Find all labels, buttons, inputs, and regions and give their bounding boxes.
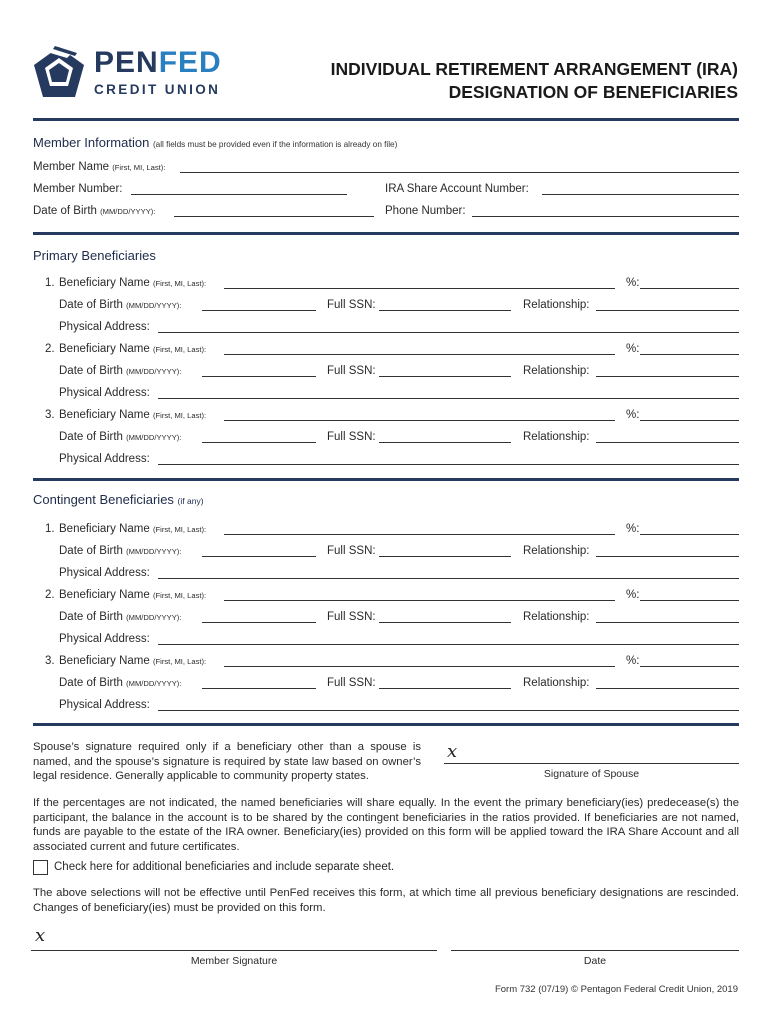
beneficiary-name-label: [59, 409, 206, 421]
phone-line: [472, 216, 739, 217]
beneficiary-number: 1.: [45, 523, 55, 535]
percent-label: %:: [626, 409, 640, 421]
beneficiary-dob-input[interactable]: [203, 362, 314, 376]
beneficiary-dob-input[interactable]: [203, 296, 314, 310]
beneficiary-name-label-text: Beneficiary Name: [59, 655, 150, 667]
relationship-line: [596, 442, 739, 443]
contingent-heading-note: (if any): [177, 496, 204, 506]
relationship-input[interactable]: [597, 542, 737, 556]
ssn-line: [379, 310, 511, 311]
address-label: Physical Address:: [59, 321, 150, 333]
beneficiary-dob-label-sub: (MM/DD/YYYY):: [126, 433, 182, 442]
beneficiary-dob-input[interactable]: [203, 608, 314, 622]
primary-heading: Primary Beneficiaries: [33, 248, 156, 263]
beneficiary-name-label-text: Beneficiary Name: [59, 589, 150, 601]
ssn-label: Full SSN:: [327, 611, 376, 623]
relationship-label: Relationship:: [523, 431, 590, 443]
beneficiary-number: 2.: [45, 343, 55, 355]
address-input[interactable]: [159, 696, 737, 710]
member-name-label: [33, 161, 165, 173]
beneficiary-name-label-text: Beneficiary Name: [59, 409, 150, 421]
beneficiary-dob-line: [202, 310, 316, 311]
ssn-input[interactable]: [380, 428, 509, 442]
relationship-label: Relationship:: [523, 677, 590, 689]
percent-label: %:: [626, 523, 640, 535]
beneficiary-name-label-sub: (First, MI, Last):: [152, 279, 207, 288]
contingent-heading-text: Contingent Beneficiaries: [33, 492, 174, 507]
relationship-line: [596, 310, 739, 311]
address-line: [158, 398, 739, 399]
member-signature-caption: Member Signature: [190, 955, 278, 967]
member-signature-line[interactable]: [31, 950, 437, 951]
beneficiary-dob-line: [202, 556, 316, 557]
address-input[interactable]: [159, 450, 737, 464]
beneficiary-name-label: [59, 589, 206, 601]
percent-line: [640, 420, 739, 421]
beneficiary-name-line: [224, 666, 615, 667]
contingent-rule: [33, 723, 739, 726]
percent-line: [640, 354, 739, 355]
percent-label: %:: [626, 277, 640, 289]
beneficiary-dob-input[interactable]: [203, 428, 314, 442]
percent-input[interactable]: [641, 340, 737, 354]
ssn-label: Full SSN:: [327, 545, 376, 557]
percent-input[interactable]: [641, 274, 737, 288]
form-footer: Form 732 (07/19) © Pentagon Federal Credit Union, 2019: [494, 984, 738, 995]
penfed-logo: [31, 44, 236, 102]
member-dob-input[interactable]: [175, 202, 372, 216]
primary-rule: [33, 478, 739, 481]
relationship-line: [596, 556, 739, 557]
form-title: [331, 58, 738, 104]
address-label: Physical Address:: [59, 699, 150, 711]
ssn-label: Full SSN:: [327, 299, 376, 311]
ssn-input[interactable]: [380, 542, 509, 556]
ssn-label: Full SSN:: [327, 365, 376, 377]
relationship-label: Relationship:: [523, 299, 590, 311]
header-rule: [33, 118, 739, 121]
beneficiary-name-label-text: Beneficiary Name: [59, 523, 150, 535]
member-info-title: Member Information: [33, 135, 150, 150]
beneficiary-name-label: [59, 655, 206, 667]
beneficiary-name-label-sub: (First, MI, Last):: [152, 657, 207, 666]
percent-line: [640, 534, 739, 535]
beneficiary-name-label: [59, 343, 206, 355]
member-name-input[interactable]: [181, 158, 737, 172]
beneficiary-dob-label-sub: (MM/DD/YYYY):: [126, 301, 182, 310]
ssn-input[interactable]: [380, 296, 509, 310]
address-line: [158, 464, 739, 465]
address-line: [158, 332, 739, 333]
beneficiary-name-input[interactable]: [225, 586, 613, 600]
beneficiary-name-input[interactable]: [225, 274, 613, 288]
additional-beneficiaries-checkbox[interactable]: [33, 860, 48, 875]
beneficiary-dob-label: [59, 545, 181, 557]
beneficiary-dob-label: [59, 611, 181, 623]
beneficiary-dob-label-text: Date of Birth: [59, 299, 123, 311]
beneficiary-name-input[interactable]: [225, 652, 613, 666]
ira-account-label: IRA Share Account Number:: [385, 183, 529, 195]
checkbox-label: Check here for additional beneficiaries and include separate sheet.: [54, 861, 395, 873]
relationship-input[interactable]: [597, 428, 737, 442]
beneficiary-dob-label-sub: (MM/DD/YYYY):: [126, 547, 182, 556]
date-line[interactable]: [451, 950, 739, 951]
logo-pen-text: PEN: [94, 46, 159, 79]
ssn-line: [379, 442, 511, 443]
member-dob-label-sub: (MM/DD/YYYY):: [100, 207, 156, 216]
member-dob-label-text: Date of Birth: [33, 205, 97, 217]
logo-fed-text: FED: [158, 46, 222, 79]
address-label: Physical Address:: [59, 453, 150, 465]
relationship-input[interactable]: [597, 674, 737, 688]
member-info-note: (all fields must be provided even if the information is already on file): [152, 140, 398, 149]
ira-account-line: [542, 194, 739, 195]
member-number-line: [131, 194, 347, 195]
relationship-label: Relationship:: [523, 611, 590, 623]
spouse-signature-caption: Signature of Spouse: [543, 768, 640, 780]
beneficiary-name-line: [224, 420, 615, 421]
percent-line: [640, 666, 739, 667]
beneficiary-dob-label-text: Date of Birth: [59, 611, 123, 623]
relationship-line: [596, 376, 739, 377]
beneficiary-dob-line: [202, 442, 316, 443]
beneficiary-dob-label-text: Date of Birth: [59, 365, 123, 377]
spouse-x-mark: x: [447, 741, 458, 762]
member-info-heading: [33, 135, 397, 150]
address-input[interactable]: [159, 384, 737, 398]
beneficiary-dob-label-sub: (MM/DD/YYYY):: [126, 613, 182, 622]
beneficiary-name-line: [224, 354, 615, 355]
spouse-signature-line[interactable]: [444, 763, 739, 764]
beneficiary-dob-label-text: Date of Birth: [59, 431, 123, 443]
beneficiary-dob-line: [202, 622, 316, 623]
percent-line: [640, 600, 739, 601]
beneficiary-dob-input[interactable]: [203, 674, 314, 688]
beneficiary-name-input[interactable]: [225, 406, 613, 420]
ssn-line: [379, 688, 511, 689]
logo-subtitle: CREDIT UNION: [94, 82, 221, 97]
beneficiary-dob-label: [59, 677, 181, 689]
address-input[interactable]: [159, 564, 737, 578]
relationship-label: Relationship:: [523, 545, 590, 557]
address-input[interactable]: [159, 318, 737, 332]
member-dob-label: [33, 205, 155, 217]
ssn-label: Full SSN:: [327, 431, 376, 443]
date-caption: Date: [583, 955, 607, 967]
ssn-input[interactable]: [380, 362, 509, 376]
beneficiary-name-label: [59, 277, 206, 289]
relationship-input[interactable]: [597, 362, 737, 376]
address-input[interactable]: [159, 630, 737, 644]
percent-input[interactable]: [641, 406, 737, 420]
beneficiary-dob-label-text: Date of Birth: [59, 545, 123, 557]
spouse-notice: Spouse’s signature required only if a beneficiary other than a spouse is named, and the spouse’s signature is required by state law based on owner’s legal residence. Generally applicable to community property states.: [33, 741, 421, 783]
beneficiary-dob-line: [202, 376, 316, 377]
form-title-line2: DESIGNATION OF BENEFICIARIES: [448, 82, 738, 102]
beneficiary-name-label-text: Beneficiary Name: [59, 277, 150, 289]
beneficiary-number: 3.: [45, 409, 55, 421]
beneficiary-name-label-sub: (First, MI, Last):: [152, 525, 207, 534]
ssn-line: [379, 376, 511, 377]
effective-paragraph: The above selections will not be effective until PenFed receives this form, at which time all previous beneficiary designations are rescinded. Changes of beneficiary(ies) must be provided on this form.: [33, 887, 739, 914]
percent-line: [640, 288, 739, 289]
beneficiary-dob-label-sub: (MM/DD/YYYY):: [126, 679, 182, 688]
address-label: Physical Address:: [59, 633, 150, 645]
beneficiary-dob-label: [59, 365, 181, 377]
beneficiary-name-label-sub: (First, MI, Last):: [152, 411, 207, 420]
percent-label: %:: [626, 589, 640, 601]
member-name-label-sub: (First, MI, Last):: [112, 163, 166, 172]
beneficiary-dob-line: [202, 688, 316, 689]
beneficiary-name-label-sub: (First, MI, Last):: [152, 345, 207, 354]
contingent-heading: [33, 492, 204, 507]
relationship-line: [596, 688, 739, 689]
relationship-input[interactable]: [597, 296, 737, 310]
address-line: [158, 644, 739, 645]
beneficiary-name-input[interactable]: [225, 340, 613, 354]
phone-label: Phone Number:: [385, 205, 466, 217]
member-number-label: Member Number:: [33, 183, 123, 195]
member-dob-line: [174, 216, 374, 217]
terms-paragraph: If the percentages are not indicated, the named beneficiaries will share equally. In the event the primary beneficiary(ies) predecease(s) the participant, the balance in the account is to be shared by the contingent beneficiaries in the ratios provided. If beneficiaries are not named, funds are payable to the estate of the IRA owner. Beneficiary(ies) provided on this form will be applied toward the IRA Share Account and all associated current and future certificates.: [33, 797, 739, 853]
member-info-rule: [33, 232, 739, 235]
beneficiary-dob-label: [59, 431, 181, 443]
beneficiary-name-line: [224, 534, 615, 535]
beneficiary-number: 3.: [45, 655, 55, 667]
ssn-line: [379, 556, 511, 557]
ssn-label: Full SSN:: [327, 677, 376, 689]
address-line: [158, 578, 739, 579]
beneficiary-dob-input[interactable]: [203, 542, 314, 556]
beneficiary-name-label-sub: (First, MI, Last):: [152, 591, 207, 600]
ssn-input[interactable]: [380, 674, 509, 688]
beneficiary-dob-label: [59, 299, 181, 311]
member-number-input[interactable]: [132, 180, 345, 194]
percent-label: %:: [626, 655, 640, 667]
address-line: [158, 710, 739, 711]
beneficiary-number: 2.: [45, 589, 55, 601]
percent-input[interactable]: [641, 520, 737, 534]
phone-input[interactable]: [473, 202, 737, 216]
percent-label: %:: [626, 343, 640, 355]
relationship-input[interactable]: [597, 608, 737, 622]
ssn-input[interactable]: [380, 608, 509, 622]
beneficiary-name-label-text: Beneficiary Name: [59, 343, 150, 355]
beneficiary-name-input[interactable]: [225, 520, 613, 534]
beneficiary-name-line: [224, 600, 615, 601]
beneficiary-name-line: [224, 288, 615, 289]
relationship-label: Relationship:: [523, 365, 590, 377]
ira-account-input[interactable]: [543, 180, 737, 194]
form-title-line1: INDIVIDUAL RETIREMENT ARRANGEMENT (IRA): [330, 59, 738, 79]
beneficiary-number: 1.: [45, 277, 55, 289]
address-label: Physical Address:: [59, 567, 150, 579]
member-x-mark: x: [35, 925, 46, 946]
member-name-label-text: Member Name: [33, 161, 110, 173]
percent-input[interactable]: [641, 652, 737, 666]
relationship-line: [596, 622, 739, 623]
ssn-line: [379, 622, 511, 623]
beneficiary-dob-label-sub: (MM/DD/YYYY):: [126, 367, 182, 376]
pentagon-logo-icon: [31, 44, 87, 100]
beneficiary-name-label: [59, 523, 206, 535]
member-name-line: [180, 172, 739, 173]
percent-input[interactable]: [641, 586, 737, 600]
beneficiary-dob-label-text: Date of Birth: [59, 677, 123, 689]
address-label: Physical Address:: [59, 387, 150, 399]
